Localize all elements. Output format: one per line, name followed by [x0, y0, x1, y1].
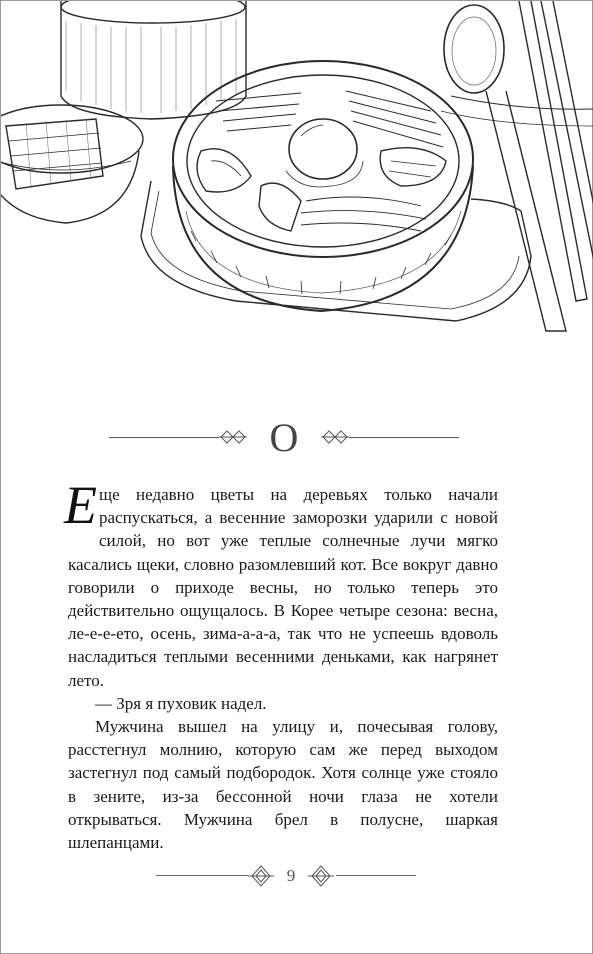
paragraph-first-line: ще недавно цветы на деревьях только начали: [99, 485, 498, 504]
dropcap-letter: Е: [64, 475, 97, 535]
page-footer: [156, 861, 416, 891]
knot-ornament-icon: [219, 429, 247, 445]
knot-ornament-icon: [321, 429, 349, 445]
bibimbap-illustration: [1, 1, 593, 346]
chapter-heading-ornament: [109, 413, 459, 463]
footer-line-left: [156, 875, 248, 876]
page-number: 9: [286, 866, 296, 885]
paragraph-text: распускаться, а весенние заморозки ударили с новой силой, но вот уже теплые солнечные лучи мягко касались щеки, словно разомлевший кот. Все вокруг давно говорили о приходе весны, но только теперь это действительно ощущалось. В Корее четыре сезона: весна, ле-е-е-ето, осень, зима-а-а-а, так что не успеешь вдоволь насладиться теплыми весенними деньками, как нагрянет лето.: [68, 508, 498, 690]
paragraph: Мужчина вышел на улицу и, почесывая голову, расстегнул молнию, которую сам же перед выходом застегнул под самый подбородок. Хотя солнце уже стояло в зените, из-за бессонной ночи глаза не хотели открываться. Мужчина брел в полусне, шаркая шлепанцами.: [68, 717, 498, 853]
ornament-line-right: [349, 437, 459, 438]
dialogue-line: — Зря я пуховик надел.: [95, 693, 267, 713]
footer-line-right: [336, 875, 416, 876]
paragraph: [64, 475, 498, 692]
knot-ornament-icon: [248, 864, 274, 888]
chapter-body-text: [64, 475, 498, 854]
ornament-line-left: [109, 437, 219, 438]
chapter-letter: О: [269, 415, 299, 460]
bibimbap-bowl-icon: [1, 1, 593, 346]
knot-ornament-icon: [308, 864, 334, 888]
